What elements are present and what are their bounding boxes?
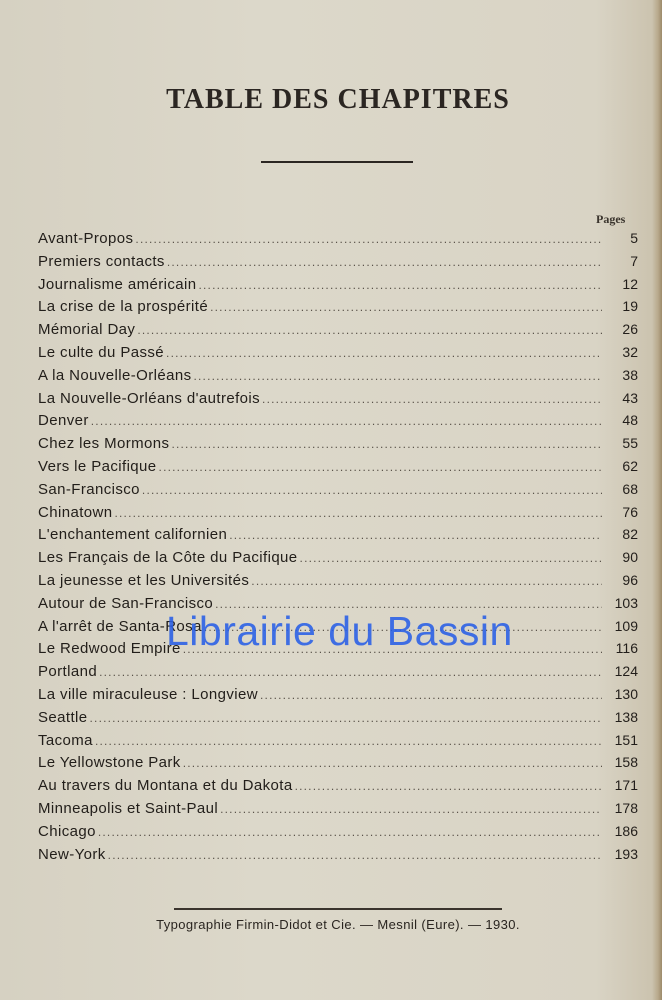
chapter-title: Le Yellowstone Park [38, 754, 181, 772]
toc-entry [38, 706, 638, 729]
toc-entry [38, 478, 638, 501]
dot-leader [159, 456, 602, 479]
chapter-page-number: 82 [622, 526, 638, 543]
chapter-title: La jeunesse et les Universités [38, 571, 250, 589]
toc-entry [38, 387, 638, 410]
dot-leader [95, 730, 602, 753]
dot-leader [262, 388, 602, 411]
dot-leader [215, 593, 602, 616]
title-divider [261, 161, 413, 163]
chapter-page-number: 186 [614, 822, 638, 839]
toc-entry [38, 820, 638, 843]
toc-entry [38, 455, 638, 478]
chapter-title: Avant-Propos [38, 230, 134, 247]
dot-leader [183, 752, 602, 775]
chapter-page-number: 7 [630, 252, 638, 269]
toc-entry [38, 341, 638, 364]
chapter-page-number: 103 [614, 594, 638, 611]
chapter-title: Le Redwood Empire [38, 640, 181, 658]
chapter-title: Chez les Mormons [38, 435, 170, 453]
chapter-page-number: 158 [614, 754, 638, 771]
dot-leader [114, 502, 602, 525]
dot-leader [229, 524, 602, 547]
dot-leader [204, 616, 602, 639]
dot-leader [135, 228, 602, 251]
chapter-title: Les Français de la Côte du Pacifique [38, 549, 298, 567]
watermark: Librairie du Bassin [166, 608, 513, 654]
chapter-title: L'enchantement californien [38, 526, 228, 544]
dot-leader [166, 342, 602, 365]
chapter-page-number: 62 [622, 457, 638, 474]
chapter-page-number: 96 [622, 571, 638, 588]
chapter-page-number: 26 [622, 321, 638, 338]
dot-leader [193, 365, 602, 388]
chapter-page-number: 151 [614, 731, 638, 748]
chapter-page-number: 116 [615, 640, 638, 657]
toc-entry [38, 295, 638, 318]
chapter-title: La Nouvelle-Orléans d'autrefois [38, 389, 261, 407]
chapter-title: Premiers contacts [38, 252, 165, 270]
dot-leader [300, 547, 602, 570]
toc-entry [38, 797, 638, 820]
chapter-page-number: 32 [622, 343, 638, 360]
page-edge-shadow [652, 0, 662, 1000]
toc-entry [38, 774, 638, 797]
chapter-title: New-York [38, 845, 106, 863]
toc-entry [38, 409, 638, 432]
dot-leader [98, 821, 602, 844]
dot-leader [171, 433, 602, 456]
chapter-title: Journalisme américain [38, 275, 197, 293]
chapter-title: Autour de San-Francisco [38, 594, 214, 612]
chapter-title: Seattle [38, 708, 88, 726]
chapter-page-number: 109 [614, 617, 638, 634]
page-title: TABLE DES CHAPITRES [166, 84, 510, 115]
toc-entry [38, 683, 638, 706]
dot-leader [137, 319, 602, 342]
chapter-page-number: 178 [614, 799, 638, 816]
dot-leader [142, 479, 602, 502]
toc-entry [38, 637, 638, 660]
toc-entry [38, 318, 638, 341]
toc-entry [38, 523, 638, 546]
dot-leader [183, 638, 602, 661]
chapter-title: Portland [38, 663, 98, 681]
toc-entry [38, 615, 638, 638]
dot-leader [99, 661, 602, 684]
toc-entry [38, 546, 638, 569]
chapter-page-number: 171 [614, 777, 638, 794]
toc-entry [38, 660, 638, 683]
dot-leader [167, 251, 602, 274]
toc-entry [38, 273, 638, 296]
chapter-page-number: 5 [630, 230, 638, 246]
chapter-title: La crise de la prospérité [38, 298, 209, 316]
dot-leader [108, 844, 602, 867]
chapter-page-number: 12 [622, 275, 638, 292]
dot-leader [260, 684, 602, 707]
chapter-page-number: 90 [622, 549, 638, 566]
toc-entry [38, 501, 638, 524]
chapter-title: Tacoma [38, 731, 93, 749]
chapter-page-number: 19 [622, 298, 638, 315]
chapter-page-number: 124 [614, 663, 638, 680]
chapter-title: La ville miraculeuse : Longview [38, 685, 259, 703]
chapter-page-number: 68 [622, 480, 638, 497]
chapter-title: Mémorial Day [38, 321, 136, 339]
toc-entry [38, 843, 638, 866]
chapter-title: A l'arrêt de Santa-Rosa [38, 617, 202, 635]
chapter-page-number: 193 [614, 845, 638, 862]
chapter-title: Chicago [38, 822, 96, 840]
chapter-page-number: 48 [622, 412, 638, 429]
dot-leader [91, 410, 602, 433]
printer-imprint: Typographie Firmin-Didot et Cie. — Mesnil (Eure). — 1930. [156, 917, 520, 932]
chapter-title: Vers le Pacifique [38, 457, 157, 475]
toc-entry [38, 729, 638, 752]
footer-divider [174, 908, 502, 910]
toc-entry [38, 227, 638, 250]
toc-entry [38, 569, 638, 592]
chapter-title: Le culte du Passé [38, 343, 165, 361]
chapter-page-number: 138 [614, 708, 638, 725]
chapter-page-number: 38 [622, 366, 638, 383]
chapter-title: Au travers du Montana et du Dakota [38, 777, 293, 795]
toc-entry [38, 592, 638, 615]
toc-entry [38, 250, 638, 273]
pages-column-header: Pages [596, 212, 626, 226]
chapter-page-number: 43 [622, 389, 638, 406]
chapter-title: San-Francisco [38, 480, 140, 498]
toc-entry [38, 432, 638, 455]
chapter-title: Minneapolis et Saint-Paul [38, 799, 219, 817]
chapter-page-number: 76 [622, 503, 638, 520]
chapter-page-number: 130 [614, 685, 638, 702]
toc-entry [38, 364, 638, 387]
chapter-page-number: 55 [622, 435, 638, 452]
dot-leader [295, 775, 602, 798]
chapter-title: Denver [38, 412, 89, 430]
dot-leader [198, 274, 602, 297]
dot-leader [220, 798, 602, 821]
dot-leader [90, 707, 603, 730]
dot-leader [251, 570, 602, 593]
chapter-title: A la Nouvelle-Orléans [38, 366, 192, 384]
dot-leader [210, 296, 602, 319]
table-of-contents [38, 227, 638, 865]
toc-entry [38, 751, 638, 774]
chapter-title: Chinatown [38, 503, 113, 521]
